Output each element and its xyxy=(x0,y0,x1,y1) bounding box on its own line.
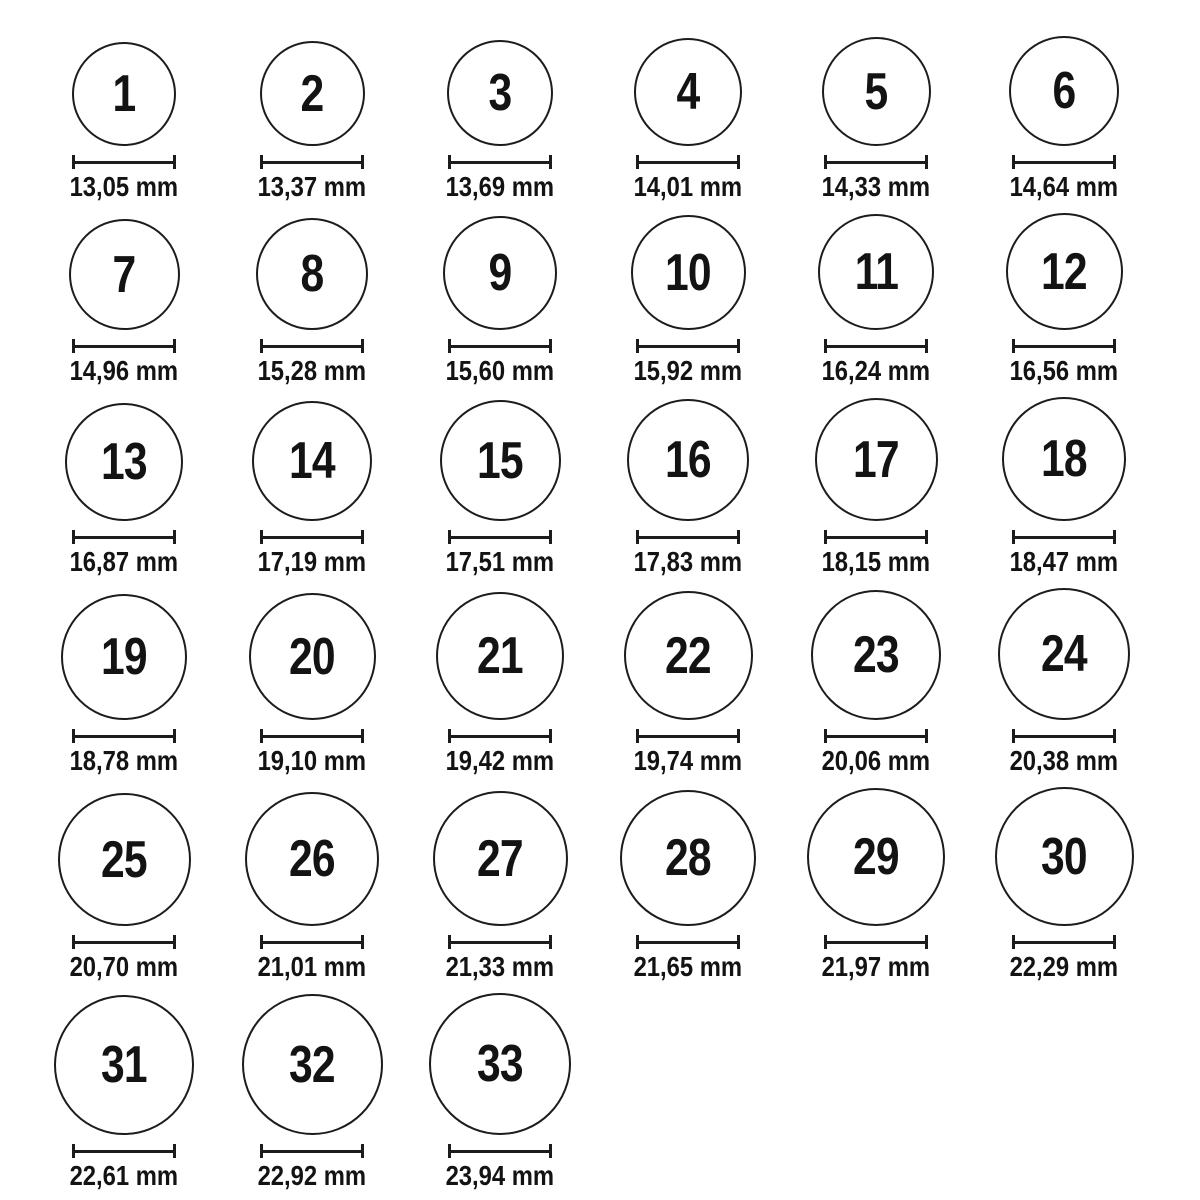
ring-size-number: 30 xyxy=(1041,827,1087,886)
ring-circle xyxy=(995,787,1134,926)
ring-size-item xyxy=(970,588,1158,776)
diameter-measure-line xyxy=(1012,729,1116,743)
ring-size-number: 4 xyxy=(676,63,700,121)
diameter-label: 23,94 mm xyxy=(445,1160,555,1191)
diameter-measure-line xyxy=(448,339,552,353)
ring-circle xyxy=(440,400,561,521)
ring-size-number: 9 xyxy=(488,244,512,302)
diameter-label: 20,70 mm xyxy=(69,951,179,982)
ring-size-item xyxy=(970,213,1158,386)
ring-size-number: 1 xyxy=(112,65,136,123)
ring-circle xyxy=(1002,397,1126,521)
ring-size-item xyxy=(218,218,406,386)
ring-size-number: 32 xyxy=(289,1035,335,1094)
ring-size-item xyxy=(30,42,218,202)
ring-size-item xyxy=(406,400,594,577)
ring-size-item xyxy=(970,787,1158,982)
diameter-measure-line xyxy=(636,155,740,169)
diameter-label: 14,33 mm xyxy=(821,171,931,202)
ring-size-number: 23 xyxy=(853,626,899,684)
chart-row-5 xyxy=(30,787,1200,982)
ring-circle xyxy=(620,790,756,926)
diameter-label: 18,15 mm xyxy=(821,546,931,577)
ring-size-number: 15 xyxy=(477,431,523,490)
diameter-label: 14,01 mm xyxy=(633,171,743,202)
diameter-label: 16,56 mm xyxy=(1009,355,1119,386)
ring-circle xyxy=(815,398,938,521)
ring-size-number: 5 xyxy=(864,62,888,121)
ring-size-item xyxy=(30,793,218,982)
diameter-measure-line xyxy=(260,935,364,949)
ring-size-item xyxy=(782,37,970,202)
ring-size-item xyxy=(406,993,594,1191)
chart-row-3 xyxy=(30,397,1200,577)
ring-size-number: 2 xyxy=(300,64,324,123)
ring-size-number: 31 xyxy=(101,1036,147,1094)
ring-circle xyxy=(631,215,746,330)
ring-size-number: 33 xyxy=(477,1035,523,1093)
diameter-label: 14,64 mm xyxy=(1009,171,1119,202)
ring-size-item xyxy=(970,36,1158,202)
diameter-label: 14,96 mm xyxy=(69,355,179,386)
ring-circle xyxy=(433,791,568,926)
ring-size-item xyxy=(30,219,218,386)
ring-size-number: 3 xyxy=(488,64,512,122)
diameter-label: 19,10 mm xyxy=(257,745,367,776)
ring-size-number: 29 xyxy=(853,828,899,886)
ring-size-number: 10 xyxy=(665,243,711,302)
diameter-measure-line xyxy=(72,1144,176,1158)
ring-size-number: 8 xyxy=(300,245,324,303)
ring-size-item xyxy=(970,397,1158,577)
diameter-measure-line xyxy=(636,729,740,743)
diameter-label: 16,87 mm xyxy=(69,546,179,577)
diameter-label: 17,83 mm xyxy=(633,546,743,577)
diameter-measure-line xyxy=(1012,530,1116,544)
ring-circle xyxy=(242,994,383,1135)
diameter-label: 22,29 mm xyxy=(1009,951,1119,982)
ring-size-number: 26 xyxy=(289,830,335,888)
ring-circle xyxy=(429,993,571,1135)
ring-size-number: 14 xyxy=(289,432,335,490)
ring-size-number: 25 xyxy=(101,830,147,889)
chart-row-6 xyxy=(30,993,1200,1191)
diameter-label: 17,19 mm xyxy=(257,546,367,577)
ring-circle xyxy=(443,216,557,330)
ring-size-item xyxy=(782,398,970,577)
diameter-measure-line xyxy=(260,339,364,353)
ring-circle xyxy=(811,590,941,720)
ring-size-number: 16 xyxy=(665,431,711,489)
diameter-measure-line xyxy=(1012,935,1116,949)
ring-size-number: 27 xyxy=(477,829,523,888)
ring-circle xyxy=(627,399,749,521)
ring-size-item xyxy=(218,401,406,577)
ring-size-item xyxy=(406,791,594,982)
diameter-label: 17,51 mm xyxy=(445,546,555,577)
ring-size-item xyxy=(30,995,218,1191)
diameter-label: 16,24 mm xyxy=(821,355,931,386)
ring-size-item xyxy=(406,40,594,202)
ring-circle xyxy=(634,38,742,146)
ring-circle xyxy=(54,995,194,1135)
diameter-measure-line xyxy=(260,1144,364,1158)
diameter-measure-line xyxy=(260,530,364,544)
diameter-label: 21,65 mm xyxy=(633,951,743,982)
ring-size-item xyxy=(218,41,406,202)
ring-circle xyxy=(447,40,553,146)
diameter-label: 18,78 mm xyxy=(69,745,179,776)
diameter-label: 22,92 mm xyxy=(257,1160,367,1191)
ring-size-item xyxy=(782,214,970,386)
diameter-label: 15,60 mm xyxy=(445,355,555,386)
diameter-label: 15,28 mm xyxy=(257,355,367,386)
ring-size-item xyxy=(782,590,970,776)
diameter-measure-line xyxy=(72,339,176,353)
diameter-measure-line xyxy=(260,729,364,743)
diameter-measure-line xyxy=(448,530,552,544)
diameter-label: 19,42 mm xyxy=(445,745,555,776)
diameter-measure-line xyxy=(824,530,928,544)
diameter-label: 21,97 mm xyxy=(821,951,931,982)
ring-size-number: 28 xyxy=(665,829,711,887)
ring-circle xyxy=(1006,213,1123,330)
ring-size-item xyxy=(406,592,594,776)
ring-size-item xyxy=(218,792,406,982)
diameter-label: 21,01 mm xyxy=(257,951,367,982)
diameter-measure-line xyxy=(448,729,552,743)
diameter-label: 22,61 mm xyxy=(69,1160,179,1191)
diameter-measure-line xyxy=(1012,339,1116,353)
ring-size-item xyxy=(594,399,782,577)
ring-size-number: 22 xyxy=(665,626,711,685)
ring-size-number: 6 xyxy=(1052,62,1076,120)
ring-circle xyxy=(65,403,183,521)
ring-circle xyxy=(624,591,753,720)
ring-circle xyxy=(61,594,187,720)
diameter-label: 20,06 mm xyxy=(821,745,931,776)
ring-circle xyxy=(69,219,180,330)
diameter-label: 15,92 mm xyxy=(633,355,743,386)
ring-size-number: 20 xyxy=(289,627,335,686)
diameter-label: 13,37 mm xyxy=(257,171,367,202)
diameter-measure-line xyxy=(448,935,552,949)
diameter-measure-line xyxy=(72,155,176,169)
diameter-measure-line xyxy=(636,530,740,544)
ring-circle xyxy=(807,788,945,926)
diameter-label: 20,38 mm xyxy=(1009,745,1119,776)
ring-circle xyxy=(998,588,1130,720)
diameter-measure-line xyxy=(448,155,552,169)
ring-size-number: 12 xyxy=(1041,242,1087,301)
ring-size-number: 11 xyxy=(854,243,898,301)
ring-circle xyxy=(822,37,931,146)
diameter-measure-line xyxy=(72,935,176,949)
ring-circle xyxy=(436,592,564,720)
diameter-measure-line xyxy=(824,155,928,169)
diameter-label: 19,74 mm xyxy=(633,745,743,776)
ring-size-number: 13 xyxy=(101,433,147,491)
ring-size-item xyxy=(594,591,782,776)
ring-circle xyxy=(249,593,376,720)
ring-circle xyxy=(72,42,176,146)
ring-size-item xyxy=(406,216,594,386)
ring-size-item xyxy=(594,38,782,202)
diameter-label: 13,69 mm xyxy=(445,171,555,202)
diameter-measure-line xyxy=(636,935,740,949)
ring-size-item xyxy=(30,403,218,577)
ring-circle xyxy=(1009,36,1119,146)
diameter-measure-line xyxy=(72,729,176,743)
diameter-measure-line xyxy=(824,729,928,743)
ring-size-item xyxy=(594,790,782,982)
ring-size-number: 17 xyxy=(853,430,899,489)
ring-size-item xyxy=(218,593,406,776)
diameter-label: 21,33 mm xyxy=(445,951,555,982)
chart-row-4 xyxy=(30,588,1200,776)
diameter-label: 18,47 mm xyxy=(1009,546,1119,577)
ring-circle xyxy=(818,214,934,330)
ring-size-number: 18 xyxy=(1041,430,1087,488)
diameter-measure-line xyxy=(1012,155,1116,169)
chart-row-1 xyxy=(30,36,1200,202)
diameter-measure-line xyxy=(448,1144,552,1158)
diameter-label: 13,05 mm xyxy=(69,171,179,202)
diameter-measure-line xyxy=(72,530,176,544)
ring-circle xyxy=(260,41,365,146)
ring-size-number: 21 xyxy=(477,627,523,685)
ring-size-item xyxy=(594,215,782,386)
diameter-measure-line xyxy=(824,339,928,353)
ring-circle xyxy=(256,218,368,330)
diameter-measure-line xyxy=(824,935,928,949)
ring-size-number: 24 xyxy=(1041,625,1087,683)
ring-size-number: 19 xyxy=(101,628,147,686)
diameter-measure-line xyxy=(636,339,740,353)
ring-circle xyxy=(252,401,372,521)
ring-circle xyxy=(245,792,379,926)
ring-circle xyxy=(58,793,191,926)
diameter-measure-line xyxy=(260,155,364,169)
ring-size-item xyxy=(30,594,218,776)
ring-size-item xyxy=(218,994,406,1191)
ring-size-number: 7 xyxy=(112,245,136,304)
ring-size-item xyxy=(782,788,970,982)
chart-row-2 xyxy=(30,213,1200,386)
